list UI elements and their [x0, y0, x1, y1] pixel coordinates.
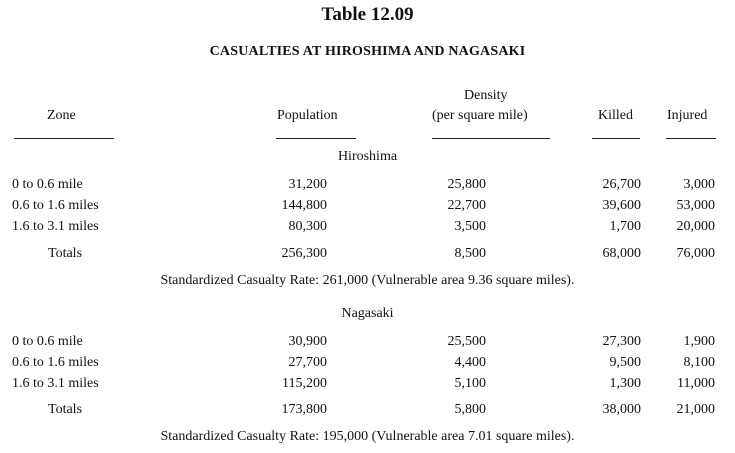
cell-injured: 21,000	[676, 402, 715, 417]
cell-density: 25,500	[447, 334, 486, 349]
casualty-rate-note: Standardized Casualty Rate: 261,000 (Vulnerable area 9.36 square miles).	[160, 273, 575, 288]
cell-population: 30,900	[288, 334, 327, 349]
cell-killed: 39,600	[602, 198, 641, 213]
cell-injured: 53,000	[676, 198, 715, 213]
cell-population: 80,300	[288, 219, 327, 234]
cell-killed: 1,300	[609, 376, 641, 391]
cell-killed: 1,700	[609, 219, 641, 234]
section-title-nagasaki: Nagasaki	[341, 306, 394, 321]
header-population: Population	[277, 108, 338, 123]
cell-killed: 68,000	[602, 246, 641, 261]
cell-killed: 9,500	[609, 355, 641, 370]
cell-population: 115,200	[282, 376, 327, 391]
header-rule-population	[276, 138, 356, 139]
cell-population: 31,200	[288, 177, 327, 192]
cell-killed: 27,300	[602, 334, 641, 349]
header-rule-density	[432, 138, 550, 139]
header-killed: Killed	[598, 108, 633, 123]
cell-killed: 38,000	[602, 402, 641, 417]
cell-population: 173,800	[281, 402, 327, 417]
cell-density: 5,100	[454, 376, 486, 391]
cell-zone: 0 to 0.6 mile	[12, 177, 83, 192]
cell-density: 8,500	[454, 246, 486, 261]
cell-zone: Totals	[48, 402, 83, 417]
cell-density: 25,800	[447, 177, 486, 192]
header-rule-zone	[14, 138, 114, 139]
header-injured: Injured	[667, 108, 708, 123]
header-zone: Zone	[47, 108, 76, 123]
cell-injured: 1,900	[683, 334, 715, 349]
cell-injured: 76,000	[676, 246, 715, 261]
cell-population: 27,700	[288, 355, 327, 370]
cell-density: 3,500	[454, 219, 486, 234]
header-density-line2: (per square mile)	[432, 108, 528, 123]
cell-zone: 0.6 to 1.6 miles	[12, 198, 99, 213]
cell-density: 5,800	[454, 402, 486, 417]
table-subtitle: CASUALTIES AT HIROSHIMA AND NAGASAKI	[209, 44, 526, 59]
cell-density: 4,400	[454, 355, 486, 370]
header-rule-killed	[592, 138, 640, 139]
cell-density: 22,700	[447, 198, 486, 213]
cell-killed: 26,700	[602, 177, 641, 192]
cell-population: 256,300	[281, 246, 327, 261]
cell-injured: 20,000	[676, 219, 715, 234]
cell-zone: 1.6 to 3.1 miles	[12, 219, 99, 234]
cell-injured: 8,100	[683, 355, 715, 370]
cell-injured: 3,000	[683, 177, 715, 192]
cell-injured: 11,000	[677, 376, 715, 391]
table-title: Table 12.09	[321, 4, 414, 25]
header-rule-injured	[666, 138, 716, 139]
cell-zone: 0.6 to 1.6 miles	[12, 355, 99, 370]
cell-zone: 1.6 to 3.1 miles	[12, 376, 99, 391]
section-title-hiroshima: Hiroshima	[337, 149, 398, 164]
casualty-rate-note: Standardized Casualty Rate: 195,000 (Vulnerable area 7.01 square miles).	[160, 429, 575, 444]
cell-population: 144,800	[281, 198, 327, 213]
cell-zone: Totals	[48, 246, 83, 261]
cell-zone: 0 to 0.6 mile	[12, 334, 83, 349]
header-density-line1: Density	[464, 88, 508, 103]
